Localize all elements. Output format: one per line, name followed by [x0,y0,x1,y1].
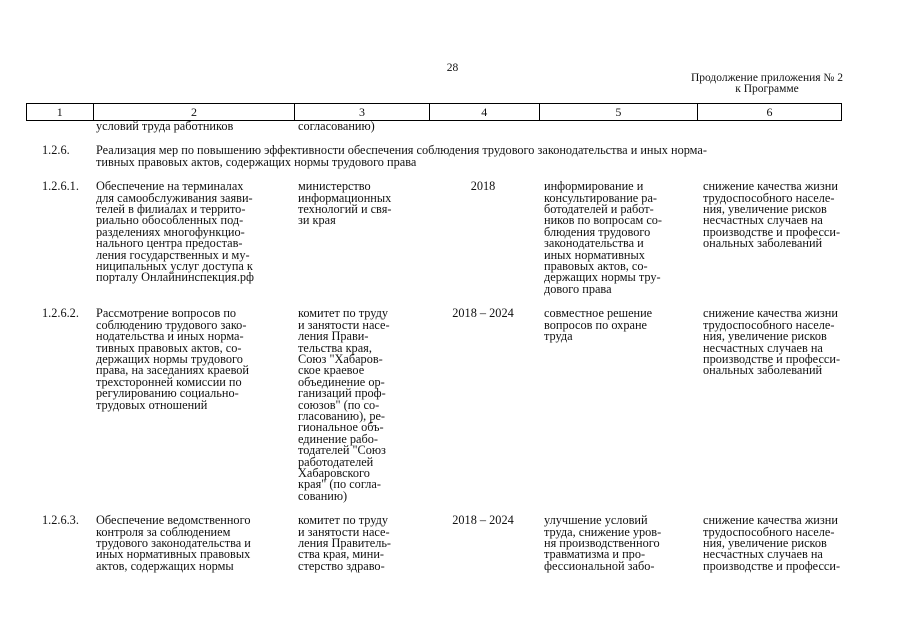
row-result: улучшение условий труда, снижение уров- ня производственного травматизма и про- фессиональной забо- [544,513,662,573]
row-executor: комитет по труду и занятости насе- ления Прави- тельства края, Союз "Хабаров- ское краевое объединение ор- ганизаций проф- союзов" (по со- гласованию), ре- гиональное объ- единение рабо- тодателей "Союз работодателей Хабаровского края" (по согла- сованию) [298,306,390,503]
row-consequence: снижение качества жизни трудоспособного населе- ния, увеличение рисков несчастных случаев на производстве и професси- ональных заболеваний [703,179,841,251]
section-row [26,145,842,168]
table-row [26,181,842,295]
row-executor: министерство информационных технологий и свя- зи края [298,179,392,228]
appendix-line-1: Продолжение приложения № 2 [690,72,844,84]
row-consequence: снижение качества жизни трудоспособного населе- ния, увеличение рисков несчастных случаев на производстве и професси- [703,513,841,573]
row-period: 2018 [470,179,496,194]
row-number: 1.2.6.2. [42,306,79,321]
continuation-c2: условий труда работников [96,119,234,133]
row-activity: Обеспечение на терминалах для самообслуживания заяви- телей в филиалах и террито- риально обособленных под- разделениях многофункцио- нального центра предостав- ления государственных и му- ниципальных услуг доступа к порталу Онлайнинспекция.рф [96,179,255,285]
page-number: 28 [446,62,459,74]
header-col-1: 1 [27,104,94,120]
row-number: 1.2.6.3. [42,513,79,528]
row-executor: комитет по труду и занятости насе- ления Правитель- ства края, мини- стерство здраво- [298,513,392,573]
header-col-5: 5 [540,104,698,120]
header-col-2: 2 [94,104,296,120]
section-number: 1.2.6. [42,143,70,158]
table-row [26,515,842,572]
row-consequence: снижение качества жизни трудоспособного населе- ния, увеличение рисков несчастных случаев на производстве и професси- ональных заболеваний [703,306,841,378]
row-result: совместное решение вопросов по охране труда [544,306,653,344]
header-col-3: 3 [295,104,429,120]
continuation-row [26,121,842,132]
appendix-caption [667,73,867,95]
row-activity: Обеспечение ведомственного контроля за соблюдением трудового законодательства и иных нормативных правовых актов, содержащих нормы [96,513,251,573]
row-period: 2018 – 2024 [452,306,514,321]
section-title: Реализация мер по повышению эффективности обеспечения соблюдения трудового законодательства и иных норма- тивных правовых актов, содержащих нормы трудового права [96,143,707,169]
row-activity: Рассмотрение вопросов по соблюдению трудового зако- нодательства и иных норма- тивных правовых актов, со- держащих нормы трудового права, на заседаниях краевой трехсторонней комиссии по регулированию социально- трудовых отношений [96,306,250,412]
row-result: информирование и консультирование ра- ботодателей и работ- ников по вопросам со- блюдения трудового законодательства и иных нормативных правовых актов, со- держащих нормы тру- дового права [544,179,663,296]
table-row [26,308,842,502]
row-number: 1.2.6.1. [42,179,79,194]
header-col-4: 4 [430,104,540,120]
appendix-line-2: к Программе [735,83,799,95]
continuation-c3: согласованию) [298,119,375,133]
table-body [26,121,842,572]
header-col-6: 6 [766,105,773,119]
row-period: 2018 – 2024 [452,513,514,528]
